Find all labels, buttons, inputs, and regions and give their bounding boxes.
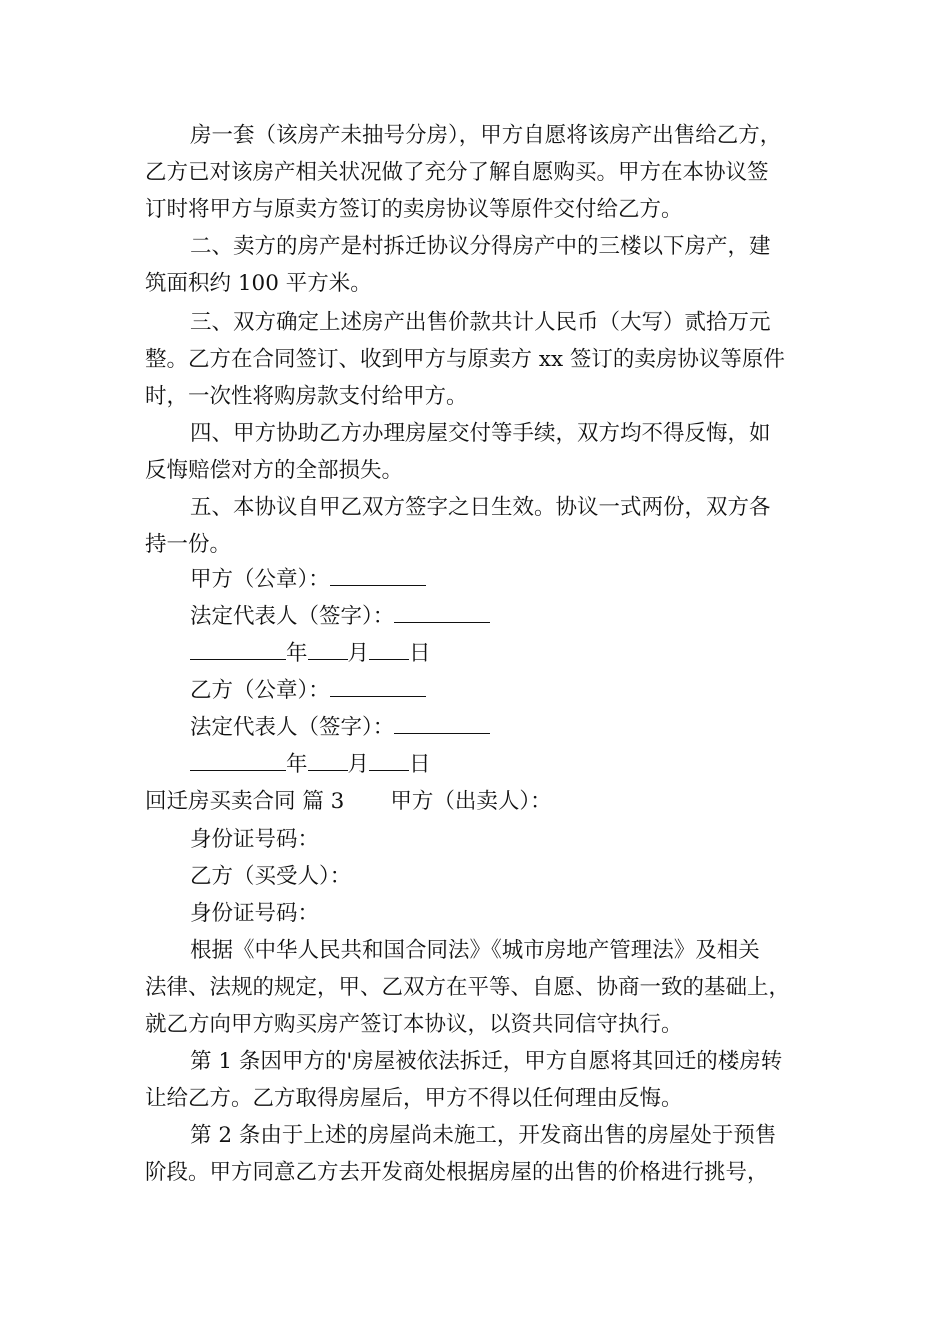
party-b-seal-line [190,673,426,709]
year-label: 年 [286,752,308,777]
party-a-seal-line [190,562,426,598]
party-b-seal-blank[interactable] [330,674,426,697]
legal-rep-a-blank[interactable] [394,600,490,623]
seller-id-label: 身份证号码： [190,827,320,852]
year-blank[interactable] [190,637,286,660]
year-label: 年 [286,641,308,666]
paragraph-line: 第 2 条由于上述的房屋尚未施工，开发商出售的房屋处于预售 [190,1123,777,1148]
paragraph-line: 持一份。 [145,532,232,557]
paragraph-line: 乙方已对该房产相关状况做了充分了解自愿购买。甲方在本协议签 [145,160,769,185]
party-b-seal-label: 乙方（公章）： [190,678,330,703]
day-blank[interactable] [369,748,409,771]
paragraph-line: 时，一次性将购房款支付给甲方。 [145,384,468,409]
buyer-label: 乙方（买受人）： [190,864,352,889]
legal-rep-a-line [190,599,490,635]
paragraph-line: 二、卖方的房产是村拆迁协议分得房产中的三楼以下房产，建 [190,234,771,259]
section-heading-line [145,784,552,820]
paragraph-line: 四、甲方协助乙方办理房屋交付等手续，双方均不得反悔，如 [190,421,771,446]
seller-label: 甲方（出卖人）： [390,789,552,814]
legal-rep-b-blank[interactable] [394,711,490,734]
paragraph-line: 五、本协议自甲乙双方签字之日生效。协议一式两份，双方各 [190,495,771,520]
paragraph-line: 订时将甲方与原卖方签订的卖房协议等原件交付给乙方。 [145,197,683,222]
legal-rep-b-line [190,710,490,746]
year-blank[interactable] [190,748,286,771]
section-heading: 回迁房买卖合同 篇 3 [145,789,345,814]
buyer-id-label: 身份证号码： [190,901,320,926]
day-label: 日 [409,641,431,666]
paragraph-line: 三、双方确定上述房产出售价款共计人民币（大写）贰拾万元 [190,310,771,335]
legal-rep-a-label: 法定代表人（签字）： [190,604,395,629]
party-a-seal-blank[interactable] [330,563,426,586]
month-blank[interactable] [308,748,348,771]
paragraph-line: 就乙方向甲方购买房产签订本协议，以资共同信守执行。 [145,1012,683,1037]
party-a-seal-label: 甲方（公章）： [190,567,330,592]
date-line-a [190,636,431,672]
paragraph-line: 反悔赔偿对方的全部损失。 [145,458,404,483]
paragraph-line: 整。乙方在合同签订、收到甲方与原卖方 xx 签订的卖房协议等原件 [145,347,785,372]
paragraph-line: 房一套（该房产未抽号分房），甲方自愿将该房产出售给乙方， [190,123,782,148]
day-label: 日 [409,752,431,777]
paragraph-line: 法律、法规的规定，甲、乙双方在平等、自愿、协商一致的基础上， [145,975,791,1000]
date-line-b [190,747,431,783]
paragraph-line: 根据《中华人民共和国合同法》《城市房地产管理法》及相关 [190,938,760,963]
month-label: 月 [347,752,370,777]
month-blank[interactable] [308,637,348,660]
paragraph-line: 第 1 条因甲方的'房屋被依法拆迁，甲方自愿将其回迁的楼房转 [190,1049,783,1074]
month-label: 月 [347,641,370,666]
paragraph-line: 筑面积约 100 平方米。 [145,271,372,296]
day-blank[interactable] [369,637,409,660]
paragraph-line: 让给乙方。乙方取得房屋后，甲方不得以任何理由反悔。 [145,1086,683,1111]
legal-rep-b-label: 法定代表人（签字）： [190,715,395,740]
paragraph-line: 阶段。甲方同意乙方去开发商处根据房屋的出售的价格进行挑号， [145,1160,769,1185]
